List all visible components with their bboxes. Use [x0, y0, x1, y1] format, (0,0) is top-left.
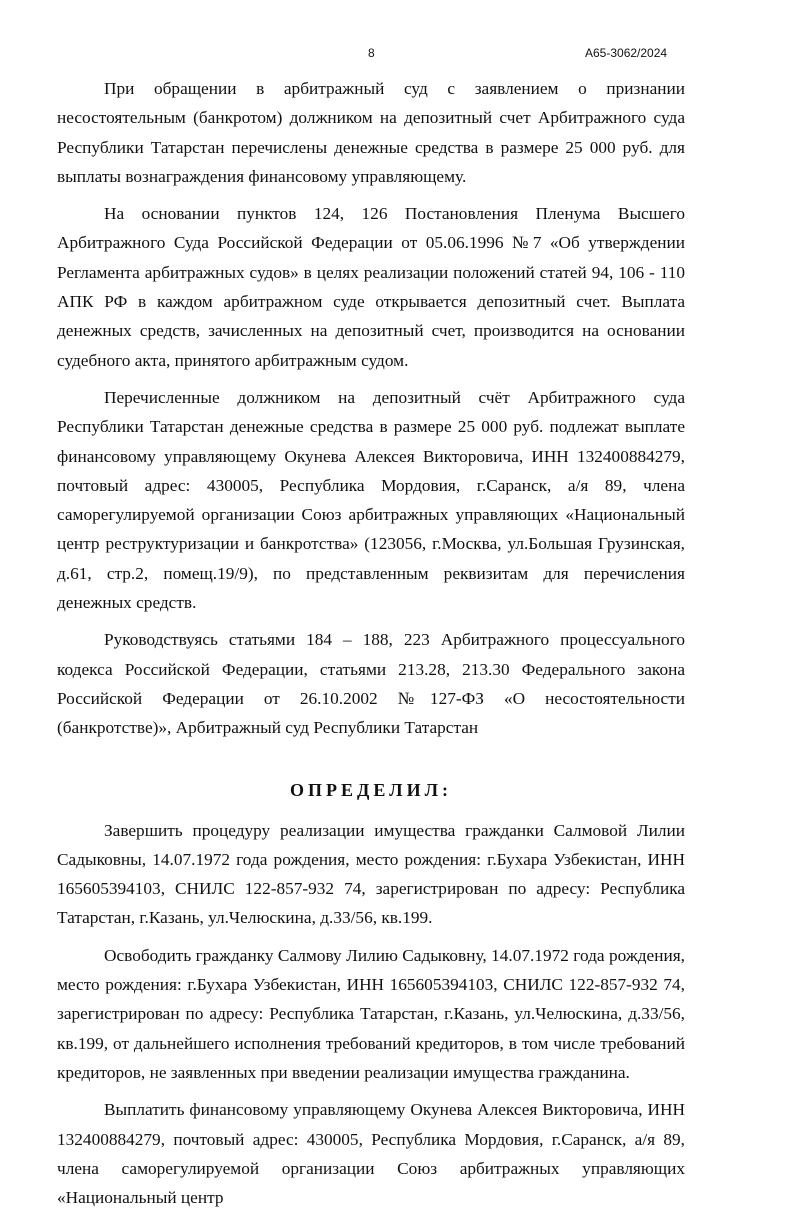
case-number: А65-3062/2024 — [585, 46, 668, 60]
paragraph-deposit-transfer: При обращении в арбитражный суд с заявлением о признании несостоятельным (банкротом) должником на депозитный счет Арбитражного суда Республики Татарстан перечислены денежные средства в размере 25 000 руб. для выплаты вознаграждения финансовому управляющему. — [57, 79, 685, 186]
document-body — [57, 74, 685, 1212]
paragraph-payment-to-manager: Перечисленные должником на депозитный счёт Арбитражного суда Республики Татарстан денежные средства в размере 25 000 руб. подлежат выплате финансовому управляющему Окунева Алексея Викторовича, ИНН 132400884279, почтовый адрес: 430005, Республика Мордовия, г.Саранск, а/я 89, члена саморегулируемой организации Союз арбитражных управляющих «Национальный центр реструктуризации и банкротства» (123056, г.Москва, ул.Большая Грузинская, д.61, стр.2, помещ.19/9), по представленным реквизитам для перечисления денежных средств. — [57, 387, 685, 613]
decision-heading: ОПРЕДЕЛИЛ: — [290, 779, 452, 800]
paragraph-pay-manager: Выплатить финансовому управляющему Окунева Алексея Викторовича, ИНН 132400884279, почтовый адрес: 430005, Республика Мордовия, г.Саранск, а/я 89, члена саморегулируемой организации Союз арбитражных управляющих «Национальный центр — [57, 1100, 685, 1208]
paragraph-release-from-obligations: Освободить гражданку Салмову Лилию Садыковну, 14.07.1972 года рождения, место рождения: г.Бухара Узбекистан, ИНН 165605394103, СНИЛС 122-857-932 74, зарегистрирован по адресу: Республика Татарстан, г.Казань, ул.Челюскина, д.33/56, кв.199, от дальнейшего исполнения требований кредиторов, в том числе требований кредиторов, не заявленных при введении реализации имущества гражданина. — [57, 945, 685, 1082]
paragraph-complete-procedure: Завершить процедуру реализации имущества гражданки Салмовой Лилии Садыковны, 14.07.1972 года рождения, место рождения: г.Бухара Узбекистан, ИНН 165605394103, СНИЛС 122-857-932 74, зарегистрирован по адресу: Республика Татарстан, г.Казань, ул.Челюскина, д.33/56, кв.199. — [57, 820, 685, 928]
page-number: 8 — [368, 46, 375, 60]
paragraph-guided-by: Руководствуясь статьями 184 – 188, 223 Арбитражного процессуального кодекса Российской Федерации, статьями 213.28, 213.30 Федерального закона Российской Федерации от 26.10.2002 №127-ФЗ «О несостоятельности (банкротстве)», Арбитражный суд Республики Татарстан — [57, 630, 685, 738]
paragraph-legal-basis: На основании пунктов 124, 126 Постановления Пленума Высшего Арбитражного Суда Российской Федерации от 05.06.1996 №7 «Об утверждении Регламента арбитражных судов» в целях реализации положений статей 94, 106 - 110 АПК РФ в каждом арбитражном суде открывается депозитный счет. Выплата денежных средств, зачисленных на депозитный счет, производится на основании судебного акта, принятого арбитражным судом. — [57, 204, 685, 370]
